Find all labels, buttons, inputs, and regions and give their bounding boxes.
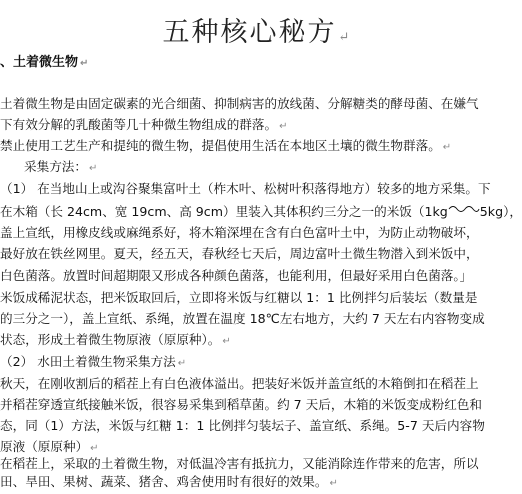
body-text: 白色菌落。放置时间超期限又形成各种颜色菌落，也能利用，但最好采用白色菌落。」	[0, 268, 473, 283]
section-1-heading-line	[0, 55, 88, 72]
body-line	[0, 456, 479, 472]
section-1-heading: 、土着微生物	[0, 55, 79, 70]
body-line	[0, 181, 491, 197]
body-text: 禁止使用工艺生产和提纯的微生物，提倡使用生活在本地区土壤的微生物群落。	[0, 138, 441, 153]
body-line	[0, 138, 451, 156]
body-text: 5kg），	[479, 204, 522, 219]
paragraph-mark-icon: ↵	[88, 163, 98, 174]
body-line	[0, 117, 287, 135]
body-text: （2） 水田土着微生物采集方法	[0, 354, 176, 369]
body-text: 米饭成稀泥状态，把米饭取回后，立即将米饭与红糖以 1：1 比例拌匀后装坛（数量是	[0, 290, 478, 305]
document-title-line	[0, 10, 514, 49]
paragraph-mark-icon: ↵	[222, 336, 231, 347]
paragraph-mark-icon: ↵	[80, 58, 89, 69]
body-line	[0, 418, 485, 434]
body-line	[0, 474, 338, 492]
body-line	[0, 246, 479, 262]
body-line	[0, 354, 186, 372]
paragraph-mark-icon: ↵	[177, 358, 187, 369]
wavy-line-icon	[448, 203, 480, 212]
body-text: 原液（原原种）	[0, 439, 89, 454]
body-text: 最好放在铁丝网里。夏天，经五天，春秋经七天后，周边富叶土微生物潜入到米饭中，	[0, 246, 479, 261]
paragraph-mark-icon: ↵	[442, 142, 452, 153]
body-text: 田、旱田、果树、蔬菜、猪舍、鸡舍使用时有很好的效果。	[0, 474, 328, 489]
body-text: 在稻茬上，采取的土着微生物，对低温冷害有抵抗力，又能消除连作带来的危害，所以	[0, 456, 479, 471]
body-line	[0, 439, 99, 457]
body-line	[0, 332, 231, 350]
body-text: 的三分之一），盖上宣纸、系绳，放置在温度 18℃左右地方，大约 7 天左右内容物变成	[0, 311, 485, 326]
body-text: （1） 在当地山上或沟谷聚集富叶土（柞木叶、松树叶积落得地方）较多的地方采集。下	[0, 181, 491, 196]
body-text: 下有效分解的乳酸菌等几十种微生物组成的群落。	[0, 117, 278, 132]
paragraph-mark-icon: ↵	[90, 443, 99, 454]
body-line	[0, 311, 485, 327]
body-line	[0, 290, 477, 306]
body-text: 土着微生物是由固定碳素的光合细菌、抑制病害的放线菌、分解糖类的酵母菌、在嫌气	[0, 96, 479, 111]
body-text: 采集方法：	[24, 159, 87, 174]
paragraph-mark-icon: ↵	[338, 30, 352, 45]
body-text: 态，同（1）方法，米饭与红糖 1：1 比例拌匀装坛子、盖宣纸、系绳。5-7 天后内容物	[0, 418, 485, 433]
paragraph-mark-icon: ↵	[279, 121, 288, 132]
body-line	[24, 159, 97, 177]
body-line	[0, 376, 479, 392]
paragraph-mark-icon: ↵	[329, 478, 338, 489]
body-text: 盖上宣纸，用橡皮线或麻绳系好，将木箱深埋在含有白色富叶土中，为防止动物破坏，	[0, 225, 479, 240]
body-text: 状态，形成土着微生物原液（原原种）。	[0, 332, 221, 347]
document-title: 五种核心秘方	[162, 17, 337, 48]
body-line	[0, 96, 479, 112]
body-line	[0, 397, 482, 413]
body-line	[0, 225, 479, 241]
body-text: 并稻茬穿透宣纸接触米饭，很容易采集到稻草菌。约 7 天后，木箱的米饭变成粉红色和	[0, 397, 482, 412]
body-text: 在木箱（长 24cm、宽 19cm、高 9cm）里装入其体积约三分之一的米饭（1kg	[0, 204, 448, 219]
body-line	[0, 268, 472, 284]
body-text: 秋天，在刚收割后的稻茬上有白色液体溢出。把装好米饭并盖宣纸的木箱倒扣在稻茬上	[0, 376, 479, 391]
body-line	[0, 203, 522, 220]
